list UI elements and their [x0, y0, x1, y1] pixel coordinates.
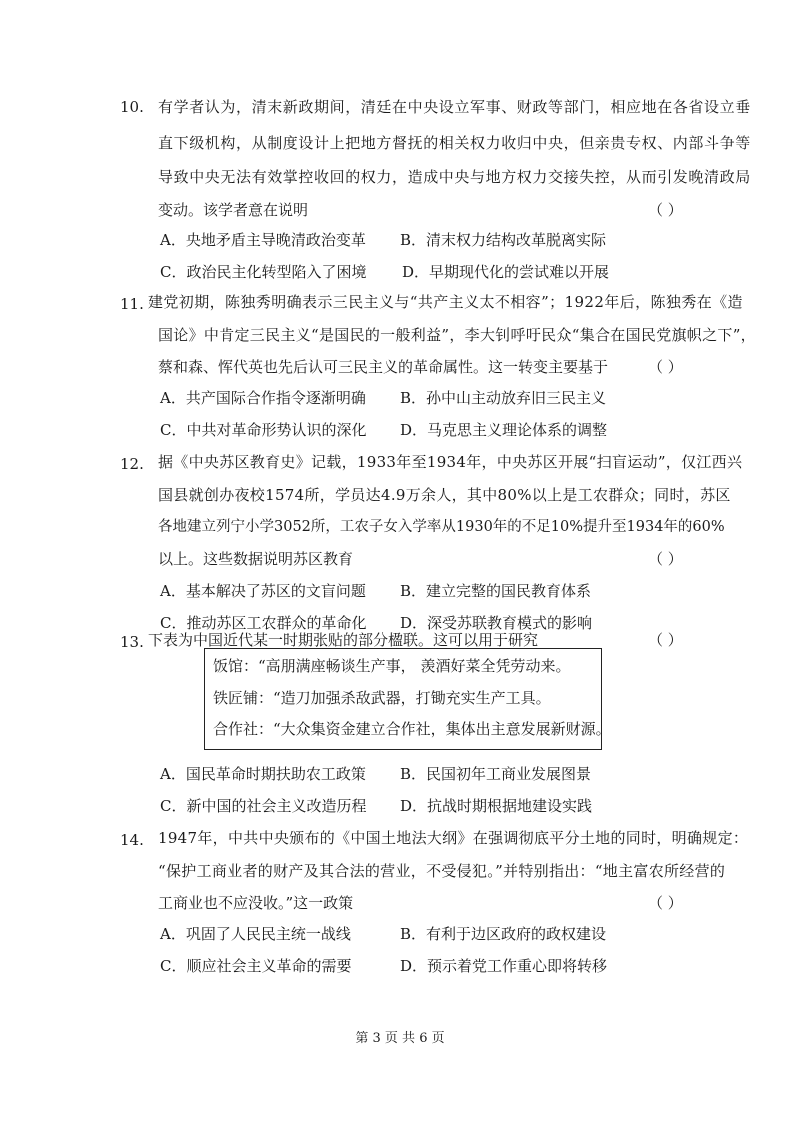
question-text-line: 导致中央无法有效掌控收回的权力，造成中央与地方权力交接失控，从而引发晚清政局	[158, 168, 751, 186]
couplet-line: 饭馆：“高朋满座畅谈生产事， 羡酒好菜全凭劳动来。	[213, 657, 571, 675]
question-text-line: 国论》中肯定三民主义“是国民的一般利益”，李大钊呼吁民众“集合在国民党旗帜之下”，	[158, 326, 756, 344]
option-a: A．国民革命时期扶助农工政策	[160, 765, 366, 783]
option-a: A．巩固了人民民主统一战线	[160, 925, 351, 943]
option-d: D．预示着党工作重心即将转移	[400, 957, 608, 975]
option-c: C．推动苏区工农群众的革命化	[160, 614, 367, 632]
question-text-line: 下表为中国近代某一时期张贴的部分楹联。这可以用于研究	[148, 631, 539, 649]
option-b: B．清末权力结构改革脱离实际	[400, 231, 607, 249]
question-number: 11.	[120, 295, 144, 313]
question-text-line: 建党初期，陈独秀明确表示三民主义与“共产主义太不相容”；1922年后，陈独秀在《造	[148, 293, 743, 311]
option-b: B．民国初年工商业发展图景	[400, 765, 592, 783]
option-b: B．有利于边区政府的政权建设	[400, 925, 607, 943]
answer-paren: （ ）	[648, 201, 683, 219]
question-number: 13.	[120, 633, 144, 651]
question-text-line: 工商业也不应没收。”这一政策	[158, 894, 354, 912]
option-d: D．深受苏联教育模式的影响	[400, 614, 593, 632]
answer-paren: （ ）	[648, 550, 683, 568]
question-number: 10.	[120, 98, 144, 116]
question-text-line: 变动。该学者意在说明	[158, 201, 309, 219]
question-text-line: 直下级机构，从制度设计上把地方督抚的相关权力收归中央，但亲贵专权、内部斗争等	[158, 134, 751, 152]
question-number: 12.	[120, 455, 144, 473]
option-d: D．早期现代化的尝试难以开展	[402, 263, 610, 281]
question-text-line: “保护工商业者的财产及其合法的营业，不受侵犯。”并特别指出：“地主富农所经营的	[158, 862, 726, 880]
question-text-line: 蔡和森、恽代英也先后认可三民主义的革命属性。这一转变主要基于	[158, 358, 609, 376]
option-a: A．央地矛盾主导晚清政治变革	[160, 231, 366, 249]
option-a: A．基本解决了苏区的文盲问题	[160, 582, 366, 600]
option-c: C．政治民主化转型陷入了困境	[160, 263, 367, 281]
question-text-line: 据《中央苏区教育史》记载，1933年至1934年，中央苏区开展“扫盲运动”，仅江西兴	[158, 453, 743, 471]
couplet-table	[204, 648, 611, 750]
option-b: B．孙中山主动放弃旧三民主义	[400, 389, 607, 407]
question-text-line: 1947年，中共中央颁布的《中国土地法大纲》在强调彻底平分土地的同时，明确规定：	[158, 829, 749, 847]
option-c: C．顺应社会主义革命的需要	[160, 957, 352, 975]
option-c: C．新中国的社会主义改造历程	[160, 797, 367, 815]
option-b: B．建立完整的国民教育体系	[400, 582, 592, 600]
couplet-line: 合作社：“大众集资金建立合作社，集体出主意发展新财源。	[213, 720, 611, 738]
option-d: D．抗战时期根据地建设实践	[400, 797, 593, 815]
couplet-line: 铁匠铺：“造刀加强杀敌武器，打锄充实生产工具。	[213, 689, 551, 707]
question-text-line: 以上。这些数据说明苏区教育	[158, 550, 354, 568]
option-a: A．共产国际合作指令逐渐明确	[160, 389, 366, 407]
option-c: C．中共对革命形势认识的深化	[160, 421, 367, 439]
question-text-line: 各地建立列宁小学3052所，工农子女入学率从1930年的不足10%提升至1934年的60%	[158, 519, 725, 535]
answer-paren: （ ）	[648, 358, 683, 376]
question-number: 14.	[120, 831, 144, 849]
page-footer: 第 3 页 共 6 页	[355, 1031, 445, 1046]
answer-paren: （ ）	[648, 631, 683, 649]
question-text-line: 有学者认为，清末新政期间，清廷在中央设立军事、财政等部门，相应地在各省设立垂	[158, 98, 751, 116]
question-text-line: 国县就创办夜校1574所，学员达4.9万余人，其中80%以上是工农群众；同时，苏区	[158, 486, 731, 504]
option-d: D．马克思主义理论体系的调整	[400, 421, 608, 439]
answer-paren: （ ）	[648, 894, 683, 912]
